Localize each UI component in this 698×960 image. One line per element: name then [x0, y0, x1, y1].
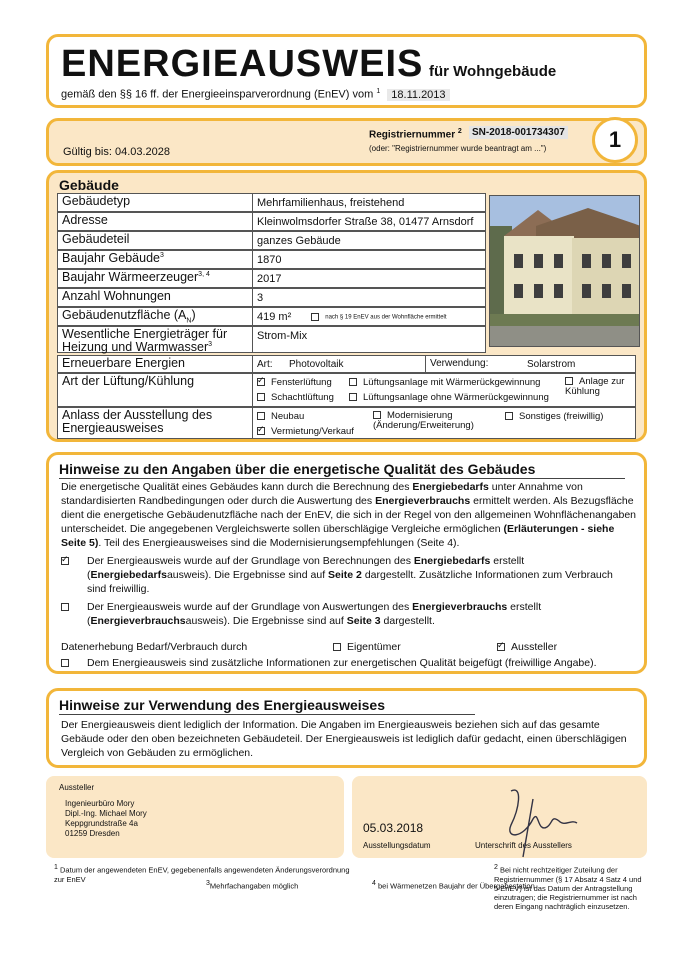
issue-date: 05.03.2018	[363, 821, 424, 835]
regulation-date: 18.11.2013	[387, 89, 449, 101]
registration-label	[369, 128, 462, 140]
issuer-address	[65, 799, 147, 839]
option-aussteller	[497, 641, 557, 655]
registration-note: (oder: "Registriernummer wurde beantragt am ...")	[369, 144, 547, 153]
row-label-text: Baujahr Gebäude	[62, 251, 160, 266]
row-label	[57, 250, 252, 269]
issuer-box	[46, 776, 344, 858]
row-value	[252, 307, 486, 326]
renewable-use: Solarstrom	[527, 359, 576, 370]
row-label: Gebäudetyp	[57, 193, 252, 212]
row-label	[57, 307, 252, 326]
building-section	[46, 170, 647, 442]
usage-notes-text: Der Energieausweis dient lediglich der Information. Die Angaben im Energieausweis beziehen sich auf das gesamte Gebäude oder den oben bezeichneten Gebäudeteil. Der Energieausweis ist lediglich dafür gedacht, einen überschlägigen Vergleich von Gebäuden zu ermöglichen.	[61, 719, 627, 759]
option-bedarf-text: Der Energieausweis wurde auf der Grundlage von Berechnungen des Energiebedarfs erstellt (Energiebedarfsausweis). Die Ergebnisse sind auf Seite 2 dargestellt. Zusätzliche Informationen zum Verbrauch sind freiwillig.	[87, 555, 613, 595]
checkbox-fensterlueftung[interactable]	[257, 378, 265, 386]
issuer-address-line: Dipl.-Ing. Michael Mory	[65, 809, 147, 818]
footnote-mark: 2	[494, 864, 498, 871]
issuer-address-line: Keppgrundstraße 4a	[65, 819, 138, 828]
checkbox-vermietung[interactable]	[257, 427, 265, 435]
row-value	[252, 373, 636, 407]
checkbox-schachtlueftung[interactable]	[257, 393, 265, 401]
option-bedarf	[61, 555, 631, 597]
option-verbrauch-text: Der Energieausweis wurde auf der Grundlage von Auswertungen des Energieverbrauchs erstellt (Energieverbrauchsausweis). Die Ergebnisse sind auf Seite 3 dargestellt.	[87, 601, 542, 627]
row-label: Gebäudeteil	[57, 231, 252, 250]
area-note-text: nach § 19 EnEV aus der Wohnfläche ermittelt	[325, 314, 447, 321]
option-eigentuemer	[333, 641, 401, 655]
row-label-end: )	[191, 308, 196, 322]
option-label: Anlage zur Kühlung	[565, 376, 625, 397]
regulation-footnote-mark: 1	[376, 88, 381, 95]
footnote-text: Mehrfachangaben möglich	[209, 881, 299, 891]
row-value: Kleinwolmsdorfer Straße 38, 01477 Arnsdorf	[252, 212, 486, 231]
row-value	[252, 355, 636, 373]
row-label	[57, 326, 252, 353]
document-subtitle: für Wohngebäude	[429, 63, 557, 80]
row-value: Strom-Mix	[252, 326, 486, 353]
option-kuehlung	[565, 377, 635, 396]
option-additional-text: Dem Energieausweis sind zusätzliche Informationen zur energetischen Qualität beigefügt (freiwillige Angabe).	[87, 657, 597, 669]
quality-notes-paragraph: Die energetische Qualität eines Gebäudes kann durch die Berechnung des Energiebedarfs unter Annahme von standardisierten Randbedingungen oder durch die Auswertung des Energieverbrauchs ermittelt werden. Als Bezugsfläche dient die energetische Gebäudenutzfläche nach der EnEV, die sich in der Regel von den allgemeinen Wohnflächenangaben unterscheidet. Die angegebenen Vergleichswerte sollen überschlägige Vergleiche ermöglichen (Erläuterungen - siehe Seite 5). Teil des Energieausweises sind die Modernisierungsempfehlungen (Seite 4).	[61, 481, 636, 549]
row-value	[252, 407, 636, 439]
option-label: Lüftungsanlage mit Wärmerückgewinnung	[363, 377, 541, 388]
checkbox-aussteller[interactable]	[497, 643, 505, 651]
footnote-3	[206, 880, 298, 891]
row-value: ganzes Gebäude	[252, 231, 486, 250]
option-label: Schachtlüftung	[271, 392, 334, 403]
registration-number: SN-2018-001734307	[469, 126, 568, 139]
renewable-type-label: Art:	[257, 359, 273, 370]
quality-notes-section	[46, 452, 647, 674]
checkbox-additional[interactable]	[61, 659, 69, 667]
checkbox-kuehlung[interactable]	[565, 377, 573, 385]
footnote-mark: 3	[208, 341, 213, 349]
option-lueftung-mit-wrg	[349, 377, 540, 388]
row-label: Art der Lüftung/Kühlung	[57, 373, 252, 407]
checkbox-sonstiges[interactable]	[505, 412, 513, 420]
checkbox-bedarf[interactable]	[61, 557, 69, 565]
usage-notes-section	[46, 688, 647, 768]
table-row	[57, 212, 486, 231]
row-value: 1870	[252, 250, 486, 269]
row-label-text: Baujahr Wärmeerzeuger	[62, 270, 199, 285]
row-label	[57, 269, 252, 288]
checkbox-modernisierung[interactable]	[373, 411, 381, 419]
footnote-4	[372, 880, 535, 891]
footnote-mark: 3	[206, 880, 210, 887]
table-row	[57, 250, 486, 269]
checkbox-verbrauch[interactable]	[61, 603, 69, 611]
footnote-mark: 1	[54, 864, 58, 871]
signature	[493, 779, 583, 859]
footnote-mark: 4	[372, 880, 376, 887]
row-label: Anlass der Ausstellung des Energieausweises	[57, 407, 252, 439]
area-note	[311, 311, 446, 322]
table-row	[57, 193, 486, 212]
footnote-text: Bei nicht rechtzeitiger Zuteilung der Registriernummer (§ 17 Absatz 4 Satz 4 und 5 EnEV) ist das Datum der Antragstellung einzutragen; die Registriernummer ist nach deren Eingang nachträglich einzusetzen.	[494, 865, 642, 911]
quality-notes-title: Hinweise zu den Angaben über die energetische Qualität des Gebäudes	[59, 461, 536, 477]
header-box	[46, 34, 647, 108]
signature-label: Unterschrift des Ausstellers	[475, 841, 572, 850]
option-lueftung-ohne-wrg	[349, 392, 549, 403]
data-collection-row	[61, 641, 631, 655]
row-label: Anzahl Wohnungen	[57, 288, 252, 307]
subscript: N	[186, 317, 192, 325]
row-label-text: Wesentliche Energieträger für Heizung und Warmwasser	[62, 327, 228, 355]
document-title: ENERGIEAUSWEIS	[61, 43, 424, 85]
option-label: Sonstiges (freiwillig)	[519, 411, 604, 422]
row-value: 3	[252, 288, 486, 307]
issuer-label: Aussteller	[59, 783, 95, 792]
checkbox-lueftung-ohne-wrg[interactable]	[349, 393, 357, 401]
footnote-mark: 3	[160, 252, 164, 259]
registration-box	[46, 118, 647, 166]
option-modernisierung	[373, 411, 513, 430]
checkbox-eigentuemer[interactable]	[333, 643, 341, 651]
footnote-2	[54, 864, 644, 911]
building-photo	[489, 195, 640, 347]
regulation-line	[61, 88, 450, 101]
regulation-text: gemäß den §§ 16 ff. der Energieeinsparverordnung (EnEV) vom	[61, 88, 374, 101]
option-label: Aussteller	[511, 641, 558, 653]
footnote-text: Datum der angewendeten EnEV, gegebenenfalls angewendeten Änderungsverordnung zur EnEV	[54, 865, 350, 884]
row-value: 2017	[252, 269, 486, 288]
table-row	[57, 407, 636, 439]
issuer-address-line: Ingenieurbüro Mory	[65, 799, 135, 808]
row-value: Mehrfamilienhaus, freistehend	[252, 193, 486, 212]
issuer-address-line: 01259 Dresden	[65, 829, 120, 838]
row-label: Adresse	[57, 212, 252, 231]
table-row	[57, 326, 486, 353]
table-row	[57, 373, 636, 407]
checkbox-neubau[interactable]	[257, 412, 265, 420]
row-label: Erneuerbare Energien	[57, 355, 252, 373]
table-row	[57, 231, 486, 250]
option-additional	[61, 657, 631, 671]
table-row	[57, 307, 486, 326]
checkbox-area-note[interactable]	[311, 313, 319, 321]
page-number: 1	[592, 117, 638, 163]
renewable-use-label: Verwendung:	[425, 356, 488, 372]
option-schachtlueftung	[257, 392, 334, 403]
data-collection-label: Datenerhebung Bedarf/Verbrauch durch	[61, 641, 248, 653]
option-neubau	[257, 411, 304, 422]
option-sonstiges	[505, 411, 603, 422]
option-label: Eigentümer	[347, 641, 401, 653]
option-verbrauch	[61, 601, 631, 629]
option-fensterlueftung	[257, 377, 332, 388]
option-label: Lüftungsanlage ohne Wärmerückgewinnung	[363, 392, 549, 403]
option-label: Modernisierung (Änderung/Erweiterung)	[373, 410, 474, 431]
issue-date-label: Ausstellungsdatum	[363, 841, 431, 850]
signature-box	[352, 776, 647, 858]
checkbox-lueftung-mit-wrg[interactable]	[349, 378, 357, 386]
option-label: Fensterlüftung	[271, 377, 332, 388]
valid-until: Gültig bis: 04.03.2028	[63, 146, 171, 158]
renewable-type: Photovoltaik	[289, 359, 344, 370]
option-label: Vermietung/Verkauf	[271, 426, 354, 437]
registration-footnote-mark: 2	[457, 128, 462, 135]
building-section-title: Gebäude	[59, 177, 119, 193]
area-value: 419 m²	[257, 311, 292, 323]
table-row	[57, 288, 486, 307]
usage-notes-title: Hinweise zur Verwendung des Energieausweises	[59, 697, 386, 713]
table-row	[57, 269, 486, 288]
table-row	[57, 355, 636, 373]
footnote-text: bei Wärmenetzen Baujahr der Übergabestation	[378, 881, 535, 891]
option-label: Neubau	[271, 411, 305, 422]
registration-label-text: Registriernummer	[369, 129, 456, 141]
row-label-text: Gebäudenutzfläche (A	[62, 308, 187, 322]
option-vermietung	[257, 426, 354, 437]
footnote-mark: 3, 4	[198, 271, 210, 278]
